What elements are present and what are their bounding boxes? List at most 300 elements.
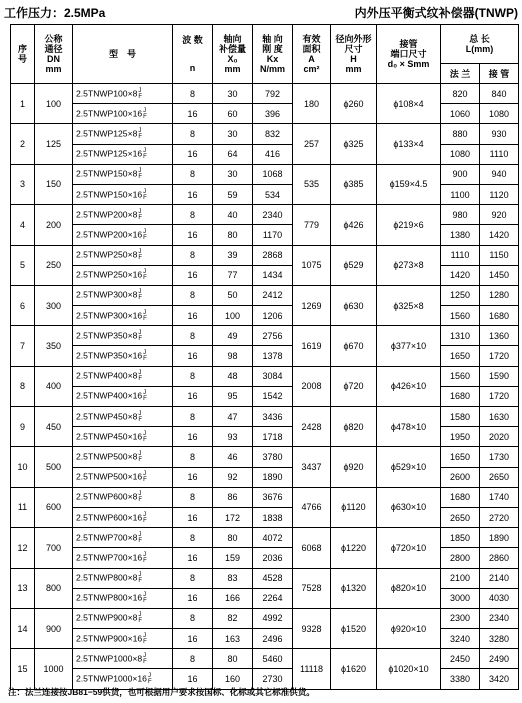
cell-length-flange: 1560 (441, 366, 480, 386)
col-pipe-l3: d₀ × Smm (387, 59, 430, 69)
cell-length-flange: 1850 (441, 528, 480, 548)
cell-waves: 8 (173, 326, 213, 346)
table-row (11, 608, 519, 628)
suffix-f: F (147, 679, 152, 686)
cell-no: 9 (11, 407, 35, 447)
cell-length-flange: 1060 (441, 104, 480, 124)
cell-area: 1619 (293, 326, 331, 366)
cell-compensation: 40 (213, 205, 253, 225)
cell-area: 3437 (293, 447, 331, 487)
suffix-j: J (143, 188, 147, 195)
footnote: 注：法兰连接按JB81−59供货，也可根据用户要求按国标、化标或其它标准供货。 (8, 687, 315, 697)
cell-length-flange: 880 (441, 124, 480, 144)
suffix-f: F (138, 416, 143, 423)
cell-model (73, 124, 173, 144)
suffix-j: J (138, 329, 142, 336)
cell-length-weld: 840 (480, 84, 519, 104)
top-line (4, 4, 518, 20)
cell-model (73, 104, 173, 124)
cell-compensation: 59 (213, 184, 253, 204)
cell-diameter: ϕ426 (331, 205, 377, 245)
suffix-j: J (143, 107, 147, 114)
suffix-j: J (138, 612, 142, 619)
cell-diameter: ϕ1520 (331, 608, 377, 648)
cell-waves: 8 (173, 124, 213, 144)
cell-length-flange: 1310 (441, 326, 480, 346)
cell-waves: 16 (173, 507, 213, 527)
suffix-f: F (138, 133, 143, 140)
model-code: 2.5TNWP125×16 (76, 148, 143, 159)
model-code: 2.5TNWP700×8 (76, 531, 138, 542)
cell-dn: 450 (35, 407, 73, 447)
cell-model (73, 608, 173, 628)
cell-pipe: ϕ630×10 (377, 487, 441, 527)
cell-pipe: ϕ820×10 (377, 568, 441, 608)
suffix-j: J (138, 208, 142, 215)
flange-weld-suffix (138, 532, 142, 544)
col-dn-l3: DN (47, 54, 60, 64)
model-code: 2.5TNWP500×16 (76, 471, 143, 482)
cell-length-weld: 1150 (480, 245, 519, 265)
cell-length-weld: 4030 (480, 588, 519, 608)
cell-compensation: 48 (213, 366, 253, 386)
cell-model (73, 487, 173, 507)
cell-model (73, 346, 173, 366)
cell-diameter: ϕ920 (331, 447, 377, 487)
cell-diameter: ϕ1320 (331, 568, 377, 608)
col-dn (35, 25, 73, 84)
cell-waves: 16 (173, 265, 213, 285)
table-row (11, 528, 519, 548)
cell-stiffness: 534 (253, 184, 293, 204)
cell-stiffness: 3436 (253, 407, 293, 427)
col-weld: 接 管 (480, 64, 519, 84)
cell-model (73, 568, 173, 588)
cell-stiffness: 4992 (253, 608, 293, 628)
flange-weld-suffix (143, 148, 147, 160)
cell-model (73, 184, 173, 204)
cell-compensation: 60 (213, 104, 253, 124)
cell-length-weld: 1110 (480, 144, 519, 164)
flange-weld-suffix (138, 451, 142, 463)
cell-stiffness: 4072 (253, 528, 293, 548)
suffix-j: J (143, 309, 147, 316)
model-code: 2.5TNWP450×8 (76, 410, 138, 421)
cell-compensation: 82 (213, 608, 253, 628)
cell-length-weld: 2860 (480, 548, 519, 568)
table-row (11, 407, 519, 427)
col-waves (173, 25, 213, 84)
cell-no: 3 (11, 164, 35, 204)
model-code: 2.5TNWP900×8 (76, 612, 138, 623)
cell-waves: 16 (173, 427, 213, 447)
cell-waves: 16 (173, 629, 213, 649)
cell-length-weld: 1590 (480, 366, 519, 386)
cell-pipe: ϕ478×10 (377, 407, 441, 447)
cell-area: 2008 (293, 366, 331, 406)
col-dia-l2: 尺寸 (344, 44, 363, 54)
cell-stiffness: 1206 (253, 306, 293, 326)
cell-compensation: 80 (213, 649, 253, 669)
cell-no: 6 (11, 285, 35, 325)
cell-waves: 16 (173, 144, 213, 164)
flange-weld-suffix (143, 269, 147, 281)
suffix-j: J (143, 551, 147, 558)
cell-pipe: ϕ133×4 (377, 124, 441, 164)
table-header (11, 25, 519, 84)
cell-stiffness: 3780 (253, 447, 293, 467)
col-comp-l3: X₀ (227, 54, 238, 64)
cell-no: 1 (11, 84, 35, 124)
cell-waves: 8 (173, 245, 213, 265)
col-waves-l2: n (189, 63, 196, 73)
table-row (11, 629, 519, 649)
model-code: 2.5TNWP400×16 (76, 390, 143, 401)
suffix-f: F (143, 154, 147, 161)
suffix-j: J (143, 228, 147, 235)
cell-length-flange: 3380 (441, 669, 480, 689)
table-row (11, 507, 519, 527)
flange-weld-suffix (143, 653, 147, 665)
suffix-f: F (143, 517, 147, 524)
flange-weld-suffix (143, 431, 147, 443)
col-dn-l4: mm (45, 64, 62, 74)
cell-compensation: 95 (213, 386, 253, 406)
cell-waves: 16 (173, 225, 213, 245)
cell-compensation: 160 (213, 669, 253, 689)
model-code: 2.5TNWP350×16 (76, 350, 143, 361)
cell-length-weld: 1730 (480, 447, 519, 467)
cell-stiffness: 2412 (253, 285, 293, 305)
col-comp-l2: 补偿量 (218, 44, 246, 54)
cell-compensation: 46 (213, 447, 253, 467)
cell-no: 14 (11, 608, 35, 648)
model-code: 2.5TNWP200×8 (76, 208, 138, 219)
cell-model (73, 225, 173, 245)
cell-compensation: 80 (213, 528, 253, 548)
cell-length-flange: 1380 (441, 225, 480, 245)
table-row (11, 124, 519, 144)
flange-weld-suffix (138, 249, 142, 261)
cell-no: 11 (11, 487, 35, 527)
cell-compensation: 47 (213, 407, 253, 427)
suffix-j: J (143, 148, 147, 155)
cell-pipe: ϕ273×8 (377, 245, 441, 285)
cell-model (73, 588, 173, 608)
cell-stiffness: 2868 (253, 245, 293, 265)
cell-length-flange: 1110 (441, 245, 480, 265)
suffix-f: F (138, 214, 143, 221)
cell-dn: 250 (35, 245, 73, 285)
cell-no: 12 (11, 528, 35, 568)
flange-weld-suffix (138, 330, 142, 342)
suffix-f: F (143, 234, 147, 241)
cell-length-weld: 1740 (480, 487, 519, 507)
cell-compensation: 49 (213, 326, 253, 346)
table-row (11, 588, 519, 608)
cell-compensation: 100 (213, 306, 253, 326)
cell-stiffness: 2264 (253, 588, 293, 608)
flange-weld-suffix (143, 633, 147, 645)
cell-dn: 200 (35, 205, 73, 245)
cell-compensation: 77 (213, 265, 253, 285)
cell-length-flange: 3240 (441, 629, 480, 649)
cell-length-flange: 1650 (441, 346, 480, 366)
suffix-f: F (143, 436, 147, 443)
cell-waves: 16 (173, 467, 213, 487)
spec-table (10, 24, 519, 690)
col-area-l1: 有效 (302, 34, 321, 44)
suffix-f: F (138, 255, 143, 262)
cell-length-weld: 1280 (480, 285, 519, 305)
cell-stiffness: 2036 (253, 548, 293, 568)
cell-compensation: 86 (213, 487, 253, 507)
suffix-j: J (138, 531, 142, 538)
cell-compensation: 30 (213, 124, 253, 144)
table-body (11, 84, 519, 690)
cell-model (73, 245, 173, 265)
cell-stiffness: 1542 (253, 386, 293, 406)
cell-dn: 400 (35, 366, 73, 406)
table-row (11, 366, 519, 386)
cell-stiffness: 5460 (253, 649, 293, 669)
table-row (11, 84, 519, 104)
cell-waves: 8 (173, 568, 213, 588)
cell-stiffness: 1170 (253, 225, 293, 245)
cell-length-weld: 1630 (480, 407, 519, 427)
model-code: 2.5TNWP700×16 (76, 552, 143, 563)
model-code: 2.5TNWP300×16 (76, 309, 143, 320)
cell-waves: 8 (173, 205, 213, 225)
suffix-j: J (138, 450, 142, 457)
cell-pipe: ϕ159×4.5 (377, 164, 441, 204)
cell-length-flange: 1420 (441, 265, 480, 285)
col-model: 型 号 (73, 25, 173, 84)
col-diameter (331, 25, 377, 84)
cell-length-weld: 1360 (480, 326, 519, 346)
suffix-f: F (143, 275, 147, 282)
cell-length-flange: 1680 (441, 487, 480, 507)
cell-length-weld: 2490 (480, 649, 519, 669)
cell-waves: 8 (173, 407, 213, 427)
cell-model (73, 164, 173, 184)
suffix-f: F (138, 456, 143, 463)
cell-model (73, 528, 173, 548)
suffix-f: F (138, 376, 143, 383)
cell-pipe: ϕ377×10 (377, 326, 441, 366)
cell-stiffness: 3676 (253, 487, 293, 507)
cell-no: 4 (11, 205, 35, 245)
cell-area: 180 (293, 84, 331, 124)
model-code: 2.5TNWP600×8 (76, 491, 138, 502)
cell-stiffness: 416 (253, 144, 293, 164)
cell-pipe: ϕ426×10 (377, 366, 441, 406)
cell-no: 13 (11, 568, 35, 608)
flange-weld-suffix (143, 390, 147, 402)
model-code: 2.5TNWP100×16 (76, 108, 143, 119)
suffix-f: F (138, 93, 143, 100)
cell-pipe: ϕ219×6 (377, 205, 441, 245)
cell-stiffness: 2756 (253, 326, 293, 346)
cell-waves: 16 (173, 346, 213, 366)
cell-area: 1075 (293, 245, 331, 285)
flange-weld-suffix (143, 592, 147, 604)
cell-length-weld: 2720 (480, 507, 519, 527)
cell-waves: 16 (173, 184, 213, 204)
cell-length-flange: 2100 (441, 568, 480, 588)
cell-area: 6068 (293, 528, 331, 568)
flange-weld-suffix (138, 209, 142, 221)
col-stiff-l3: Kx (266, 54, 279, 64)
table-row (11, 346, 519, 366)
cell-stiffness: 2730 (253, 669, 293, 689)
cell-area: 9328 (293, 608, 331, 648)
cell-model (73, 649, 173, 669)
cell-area: 2428 (293, 407, 331, 447)
cell-waves: 8 (173, 84, 213, 104)
cell-stiffness: 792 (253, 84, 293, 104)
suffix-f: F (143, 396, 147, 403)
cell-length-weld: 940 (480, 164, 519, 184)
cell-model (73, 386, 173, 406)
suffix-f: F (138, 174, 143, 181)
cell-no: 8 (11, 366, 35, 406)
col-waves-l1: 波 数 (182, 35, 203, 45)
col-stiff-l2: 刚 度 (262, 44, 283, 54)
cell-length-flange: 2650 (441, 507, 480, 527)
cell-length-weld: 930 (480, 124, 519, 144)
suffix-j: J (143, 350, 147, 357)
cell-waves: 8 (173, 608, 213, 628)
cell-model (73, 306, 173, 326)
cell-length-weld: 2140 (480, 568, 519, 588)
suffix-f: F (143, 477, 147, 484)
col-pipe-l2: 端口尺寸 (390, 49, 427, 59)
cell-stiffness: 1378 (253, 346, 293, 366)
cell-model (73, 548, 173, 568)
col-area-l3: A (308, 54, 315, 64)
table-row (11, 467, 519, 487)
cell-length-flange: 1650 (441, 447, 480, 467)
cell-waves: 8 (173, 164, 213, 184)
col-flange: 法 兰 (441, 64, 480, 84)
cell-length-flange: 2450 (441, 649, 480, 669)
cell-area: 257 (293, 124, 331, 164)
cell-length-weld: 1080 (480, 104, 519, 124)
suffix-j: J (147, 673, 151, 680)
cell-compensation: 30 (213, 84, 253, 104)
cell-diameter: ϕ630 (331, 285, 377, 325)
cell-dn: 350 (35, 326, 73, 366)
table-row (11, 427, 519, 447)
cell-length-flange: 1080 (441, 144, 480, 164)
model-code: 2.5TNWP1000×16 (76, 673, 147, 684)
model-code: 2.5TNWP125×8 (76, 128, 138, 139)
flange-weld-suffix (143, 512, 147, 524)
table-row (11, 225, 519, 245)
suffix-j: J (138, 572, 142, 579)
suffix-f: F (143, 638, 147, 645)
cell-dn: 300 (35, 285, 73, 325)
cell-length-flange: 1580 (441, 407, 480, 427)
flange-weld-suffix (143, 552, 147, 564)
table-row (11, 326, 519, 346)
cell-stiffness: 4528 (253, 568, 293, 588)
cell-stiffness: 832 (253, 124, 293, 144)
flange-weld-suffix (143, 350, 147, 362)
suffix-f: F (143, 315, 147, 322)
suffix-f: F (143, 658, 147, 665)
table-row (11, 104, 519, 124)
table-row (11, 386, 519, 406)
cell-diameter: ϕ1620 (331, 649, 377, 689)
flange-weld-suffix (138, 612, 142, 624)
suffix-f: F (143, 356, 147, 363)
table-row (11, 568, 519, 588)
cell-compensation: 80 (213, 225, 253, 245)
cell-length-flange: 1680 (441, 386, 480, 406)
cell-model (73, 507, 173, 527)
table-row (11, 447, 519, 467)
col-stiff-l4: N/mm (259, 64, 285, 74)
cell-model (73, 629, 173, 649)
suffix-j: J (138, 87, 142, 94)
cell-compensation: 83 (213, 568, 253, 588)
flange-weld-suffix (143, 108, 147, 120)
suffix-j: J (138, 410, 142, 417)
cell-model (73, 427, 173, 447)
model-code: 2.5TNWP150×16 (76, 188, 143, 199)
cell-area: 11118 (293, 649, 331, 689)
suffix-j: J (143, 592, 147, 599)
cell-compensation: 98 (213, 346, 253, 366)
cell-compensation: 159 (213, 548, 253, 568)
cell-length-flange: 900 (441, 164, 480, 184)
cell-model (73, 326, 173, 346)
col-no (11, 25, 35, 84)
col-dn-l1: 公称 (44, 34, 63, 44)
cell-area: 1269 (293, 285, 331, 325)
cell-dn: 100 (35, 84, 73, 124)
cell-waves: 16 (173, 588, 213, 608)
cell-model (73, 84, 173, 104)
model-code: 2.5TNWP250×16 (76, 269, 143, 280)
cell-stiffness: 1068 (253, 164, 293, 184)
cell-dn: 800 (35, 568, 73, 608)
model-code: 2.5TNWP450×16 (76, 431, 143, 442)
cell-stiffness: 1434 (253, 265, 293, 285)
cell-length-flange: 1560 (441, 306, 480, 326)
cell-length-weld: 1680 (480, 306, 519, 326)
model-code: 2.5TNWP250×8 (76, 249, 138, 260)
flange-weld-suffix (148, 673, 152, 685)
cell-no: 7 (11, 326, 35, 366)
suffix-j: J (138, 249, 142, 256)
suffix-f: F (143, 557, 147, 564)
cell-compensation: 163 (213, 629, 253, 649)
cell-pipe: ϕ720×10 (377, 528, 441, 568)
cell-no: 10 (11, 447, 35, 487)
cell-compensation: 166 (213, 588, 253, 608)
cell-length-flange: 1100 (441, 184, 480, 204)
cell-length-flange: 2600 (441, 467, 480, 487)
model-code: 2.5TNWP500×8 (76, 451, 138, 462)
col-comp-l1: 轴向 (223, 34, 242, 44)
document-title: 内外压平衡式纹补偿器(TNWP) (354, 6, 518, 20)
flange-weld-suffix (138, 168, 142, 180)
cell-compensation: 92 (213, 467, 253, 487)
cell-model (73, 447, 173, 467)
